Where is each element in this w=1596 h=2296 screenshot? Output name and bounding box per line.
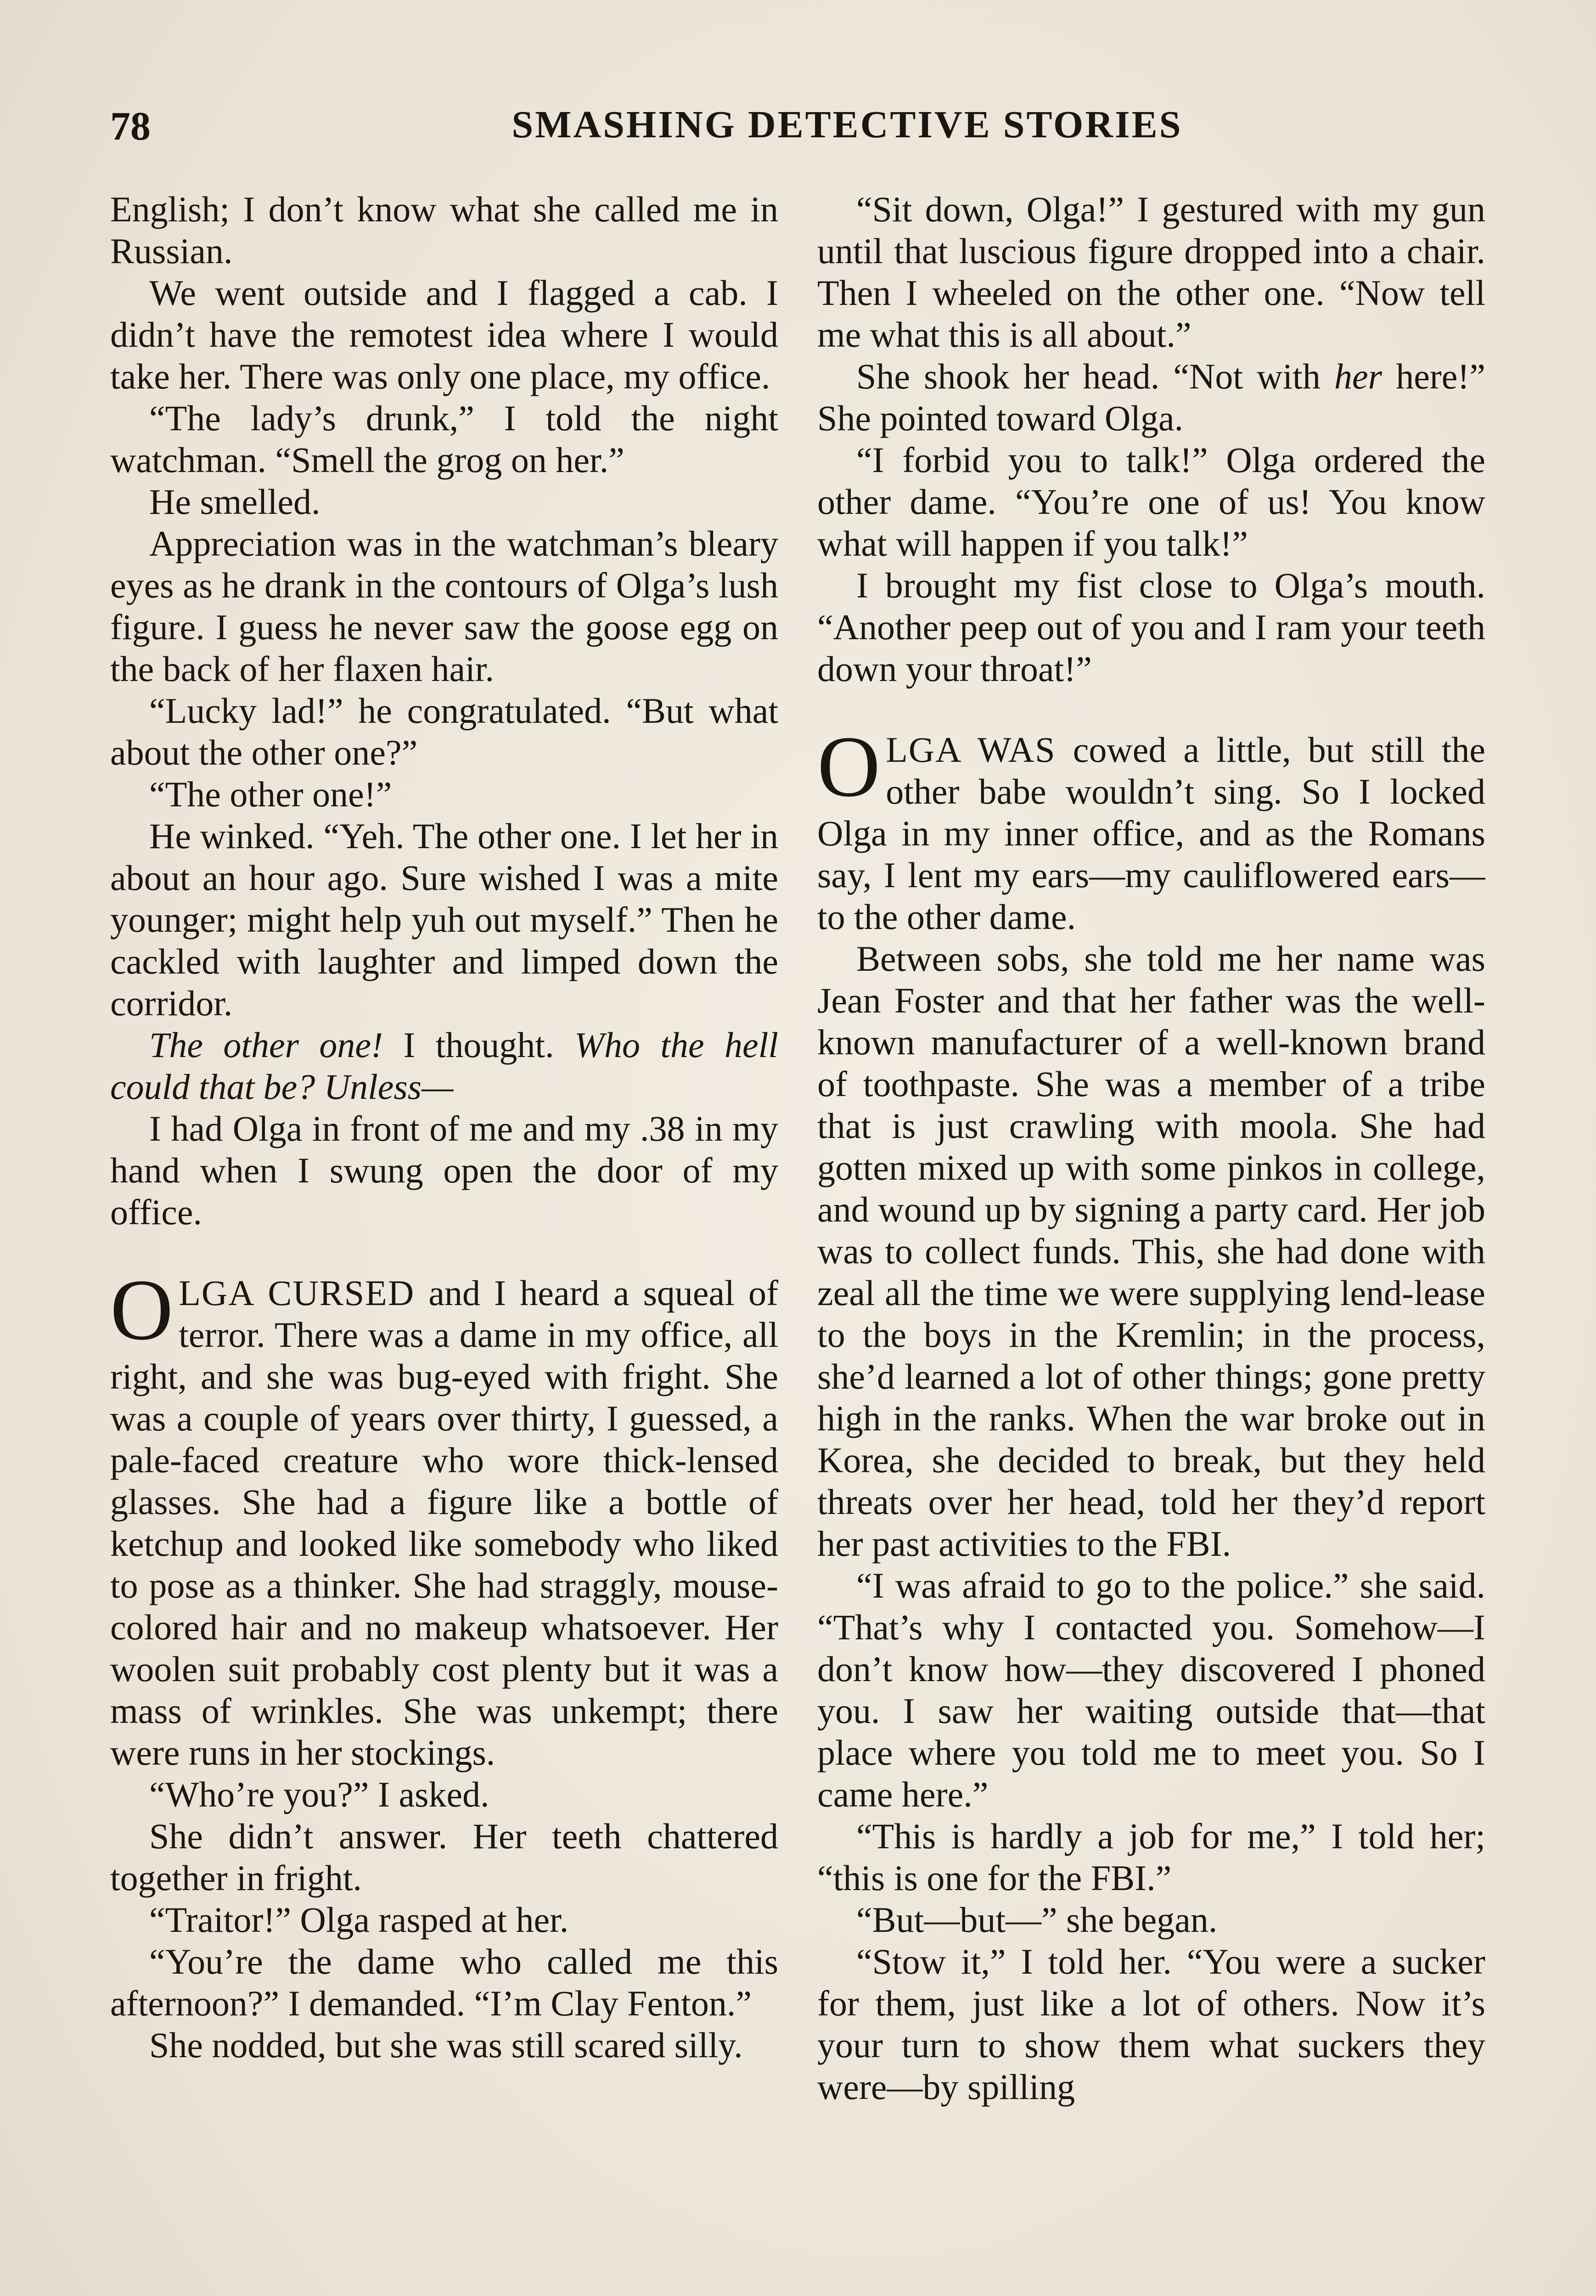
text: and I heard a squeal of terror. There was a dame in my office, all right, and she was bug-eyed with fright. She was a couple of years over thirty, I guessed, a pale-faced creature who wore thick-lensed glasses. She had a figure like a bottle of ketchup and looked like somebody who liked to pose as a thinker. She had straggly, mouse-colored hair and no makeup whatsoever. Her woolen suit probably cost plenty but it was a mass of wrinkles. She was unkempt; there were runs in her stockings. xyxy=(110,1273,778,1773)
paragraph: We went outside and I flagged a cab. I didn’t have the remotest idea where I would take her. There was only one place, my office. xyxy=(110,273,778,396)
page-header xyxy=(110,94,1485,154)
italic-text: her xyxy=(1334,356,1382,396)
paragraph: She nodded, but she was still scared silly. xyxy=(149,2025,743,2065)
paragraph: “Sit down, Olga!” I gestured with my gun until that luscious figure dropped into a chair. Then I wheeled on the other one. “Now tell me what this is all about.” xyxy=(817,189,1485,355)
paragraph: English; I don’t know what she called me in Russian. xyxy=(110,189,778,271)
paragraph xyxy=(110,1024,778,1108)
paragraph: “You’re the dame who called me this afternoon?” I demanded. “I’m Clay Fenton.” xyxy=(110,1941,778,2023)
paragraph: “I was afraid to go to the police.” she said. “That’s why I contacted you. Somehow—I don’t know how—they discovered I phoned you. I saw her waiting outside that—that place where you told me to meet you. So I came here.” xyxy=(817,1565,1485,1814)
italic-text: The other one! xyxy=(149,1025,383,1065)
paragraph: He winked. “Yeh. The other one. I let her in about an hour ago. Sure wished I was a mite younger; might help yuh out myself.” Then he cackled with laughter and limped down the corridor. xyxy=(110,816,778,1023)
paragraph: “Stow it,” I told her. “You were a sucker for them, just like a lot of others. Now it’s your turn to show them what suckers they were—by spilling xyxy=(817,1941,1485,2107)
text: cowed a little, but still the other babe wouldn’t sing. So I locked Olga in my inner office, and as the Romans say, I lent my ears—my cauliflowered ears—to the other dame. xyxy=(817,730,1485,937)
italic-text: Who the hell could that be? Unless— xyxy=(110,1025,778,1107)
paragraph: Between sobs, she told me her name was Jean Foster and that her father was the well-known manufacturer of a well-known brand of toothpaste. She was a member of a tribe that is just crawling with moola. She had gotten mixed up with some pinkos in college, and wound up by signing a party card. Her job was to collect funds. This, she had done with zeal all the time we were supplying lend-lease to the boys in the Kremlin; in the process, she’d learned a lot of other things; gone pretty high in the ranks. When the war broke out in Korea, she decided to break, but they held threats over her head, told her they’d report her past activities to the FBI. xyxy=(817,939,1485,1564)
paragraph: “But—but—” she began. xyxy=(856,1900,1218,1940)
text: She shook her head. “Not with xyxy=(856,356,1335,396)
paragraph: “Who’re you?” I asked. xyxy=(149,1774,489,1814)
paragraph: He smelled. xyxy=(149,482,320,522)
paragraph: “I forbid you to talk!” Olga ordered the other dame. “You’re one of us! You know what will happen if you talk!” xyxy=(817,440,1485,563)
paragraph: She didn’t answer. Her teeth chattered together in fright. xyxy=(110,1816,778,1898)
paragraph: “The other one!” xyxy=(149,774,392,814)
running-title: SMASHING DETECTIVE STORIES xyxy=(511,103,1183,146)
paragraph: “This is hardly a job for me,” I told her; “this is one for the FBI.” xyxy=(817,1816,1485,1898)
page-number: 78 xyxy=(110,104,151,149)
paragraph: I brought my fist close to Olga’s mouth. “Another peep out of you and I ram your teeth down your throat!” xyxy=(817,565,1485,689)
drop-cap: O xyxy=(110,1262,174,1358)
paragraph: Appreciation was in the watchman’s bleary eyes as he drank in the contours of Olga’s lush figure. I guess he never saw the goose egg on the back of her flaxen hair. xyxy=(110,523,778,689)
small-caps-lead: LGA CURSED xyxy=(179,1273,415,1313)
text: I thought. xyxy=(383,1025,574,1065)
small-caps-lead: LGA WAS xyxy=(886,730,1056,770)
paragraph: “Traitor!” Olga rasped at her. xyxy=(149,1900,569,1940)
left-column xyxy=(110,188,778,2296)
section-paragraph xyxy=(817,719,1485,938)
paragraph xyxy=(817,355,1485,439)
paragraph: “Lucky lad!” he congratulated. “But what about the other one?” xyxy=(110,691,778,772)
paragraph: “The lady’s drunk,” I told the night watchman. “Smell the grog on her.” xyxy=(110,398,778,480)
text: here!” She pointed toward Olga. xyxy=(817,356,1485,438)
right-column xyxy=(817,188,1485,2296)
section-paragraph xyxy=(110,1262,778,1773)
paragraph: I had Olga in front of me and my .38 in my hand when I swung open the door of my office. xyxy=(110,1109,778,1232)
drop-cap: O xyxy=(817,719,881,815)
